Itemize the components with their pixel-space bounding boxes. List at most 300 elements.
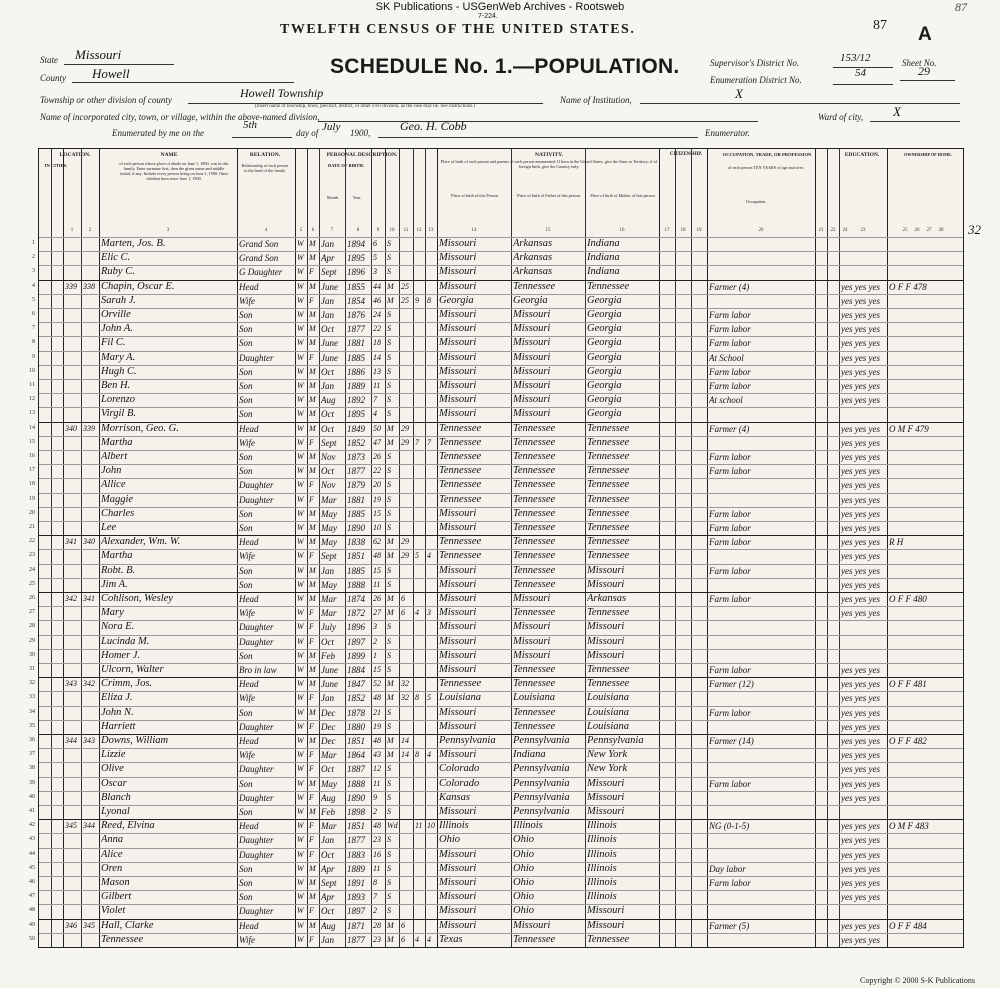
cell-year: 1895 [347, 253, 365, 264]
cell-age: 26 [373, 594, 381, 603]
cell-mar: S [387, 579, 391, 589]
cell-year: 1872 [347, 608, 365, 619]
cell-sex: M [309, 920, 316, 930]
cell-name: Crimm, Jos. [101, 678, 153, 690]
cell-year: 1888 [347, 579, 365, 590]
cell-pb: Missouri [439, 522, 477, 533]
cell-mb: Missouri [587, 777, 625, 789]
occupation-description: of each person TEN YEARS of age and over. [728, 165, 804, 170]
cell-mar: S [387, 452, 391, 461]
education-heading: EDUCATION. [844, 152, 880, 158]
cell-ym: 6 [401, 920, 405, 930]
cell-fb: Ohio [513, 877, 534, 888]
cell-ym: 14 [401, 750, 409, 760]
cell-occ: Farm labor [709, 878, 751, 888]
cell-fb: Missouri [513, 408, 551, 420]
cell-age: 5 [373, 253, 377, 263]
line-number: 44 [29, 850, 35, 857]
cell-fb: Pennsylvania [513, 777, 570, 789]
cell-rel: Daughter [239, 721, 274, 732]
cell-mar: M [387, 608, 394, 618]
column-number: 16 [619, 228, 625, 233]
cell-name: Ruby C. [101, 266, 135, 278]
cell-fb: Missouri [513, 337, 551, 349]
cell-color: W [297, 551, 304, 561]
column-number: 18 [680, 228, 686, 233]
cell-fb: Tennessee [513, 678, 556, 690]
column-divider [887, 149, 888, 947]
cell-fb: Georgia [513, 294, 548, 306]
cell-age: 48 [373, 551, 381, 561]
cell-sex: M [309, 778, 316, 788]
cell-pb: Missouri [439, 408, 477, 420]
cell-year: 1855 [347, 281, 365, 292]
state-label: State [40, 55, 58, 65]
cell-occ: Farm labor [709, 452, 751, 462]
cell-pb: Missouri [439, 351, 477, 363]
cell-dw: 344 [65, 736, 77, 745]
cell-month: Oct [321, 764, 334, 775]
form-number: 7-224. [478, 13, 498, 20]
cell-cl: 5 [427, 693, 431, 703]
cell-age: 44 [373, 281, 381, 291]
cell-name: Mason [101, 877, 130, 888]
cell-year: 1879 [347, 480, 365, 491]
cell-name: Morrison, Geo. G. [101, 422, 179, 434]
cell-mar: M [387, 750, 394, 760]
column-number: 25 [902, 228, 908, 233]
cell-dw: 343 [65, 679, 77, 689]
cell-edu: yes yes yes [841, 494, 880, 505]
city-label: Name of incorporated city, town, or village, within the above-named division, [40, 112, 320, 122]
cell-name: Homer J. [101, 649, 141, 661]
cell-month: May [321, 579, 337, 590]
cell-sex: F [309, 437, 314, 447]
cell-sex: M [309, 537, 316, 547]
date-of-birth-heading: DATE OF BIRTH. [328, 163, 364, 168]
cell-mar: M [387, 423, 394, 433]
cell-edu: yes yes yes [841, 452, 880, 462]
cell-fb: Tennessee [513, 550, 556, 562]
cell-mar: S [387, 778, 391, 788]
cell-mb: Missouri [587, 621, 625, 633]
cell-mb: Illinois [587, 848, 617, 860]
cell-sex: M [309, 239, 316, 248]
cell-mar: S [387, 494, 391, 504]
cell-month: Nov [321, 480, 336, 491]
township-label: Township or other division of county [40, 95, 172, 105]
cell-mar: M [387, 437, 394, 447]
cell-pb: Pennsylvania [439, 735, 496, 746]
cell-year: 1899 [347, 650, 365, 661]
line-number: 17 [29, 467, 35, 474]
cell-month: Jan [321, 565, 334, 576]
cell-name: Lyonal [101, 806, 130, 817]
cell-mb: Illinois [587, 891, 617, 903]
cell-color: W [297, 366, 304, 376]
cell-year: 1854 [347, 295, 365, 306]
cell-fb: Missouri [513, 394, 551, 406]
cell-month: Oct [321, 906, 334, 917]
cell-occ: Farm labor [709, 381, 751, 391]
cell-color: W [297, 750, 304, 760]
line-number: 45 [29, 864, 35, 871]
enumeration-day: 5th [243, 119, 258, 131]
cell-mb: Indiana [587, 266, 620, 278]
column-number: 23 [860, 228, 866, 233]
column-divider [63, 149, 64, 947]
enumeration-district-value: 54 [855, 67, 866, 79]
cell-mar: S [387, 310, 391, 319]
cell-month: Oct [321, 849, 334, 860]
cell-mb: Missouri [587, 791, 625, 803]
cell-month: Oct [321, 324, 334, 335]
cell-own: O M F 483 [889, 821, 929, 832]
cell-mb: Tennessee [587, 451, 630, 462]
cell-age: 52 [373, 679, 381, 689]
cell-fb: Tennessee [513, 607, 556, 619]
cell-name: Olive [101, 763, 124, 775]
cell-sex: F [309, 750, 314, 760]
cell-dw: 342 [65, 594, 77, 603]
cell-name: Tennessee [101, 933, 144, 945]
cell-month: Mar [321, 494, 337, 505]
column-number: 7 [330, 228, 334, 233]
cell-year: 1851 [347, 736, 365, 746]
cell-fb: Indiana [513, 749, 546, 761]
column-number: 9 [376, 228, 380, 233]
column-divider [425, 149, 426, 947]
cell-name: Orville [101, 309, 131, 320]
column-number: 5 [299, 228, 303, 233]
cell-mb: Georgia [587, 408, 622, 420]
cell-name: Martha [101, 436, 133, 448]
line-number: 34 [29, 708, 35, 715]
cell-year: 1847 [347, 679, 365, 690]
cell-age: 11 [373, 381, 381, 390]
cell-occ: Farm labor [709, 508, 751, 519]
line-number: 39 [29, 779, 35, 786]
cell-month: June [321, 352, 338, 363]
cell-sex: F [309, 480, 314, 490]
cell-fam: 340 [83, 537, 95, 547]
cell-name: Anna [101, 834, 124, 846]
cell-age: 48 [373, 736, 381, 745]
cell-mar: Wd [387, 821, 398, 831]
institution-label: Name of Institution, [560, 95, 632, 105]
cell-sex: F [309, 352, 314, 362]
cell-month: Jan [321, 310, 334, 320]
line-number: 26 [29, 595, 35, 601]
cell-mar: S [387, 523, 391, 532]
cell-month: Dec [321, 721, 336, 732]
column-divider [659, 149, 660, 947]
relation-heading: RELATION. [249, 152, 281, 158]
cell-rel: Daughter [239, 849, 274, 860]
line-number: 14 [29, 424, 35, 431]
cell-pb: Missouri [439, 593, 477, 604]
cell-color: W [297, 537, 304, 547]
cell-mar: S [387, 253, 391, 263]
cell-rel: Son [239, 324, 253, 335]
cell-mar: S [387, 508, 391, 518]
line-number: 48 [29, 907, 35, 914]
cell-pb: Tennessee [439, 436, 482, 448]
cell-mb: Tennessee [587, 493, 630, 505]
line-number: 37 [29, 751, 35, 758]
supervisor-district-value: 153/12 [840, 52, 871, 64]
cell-age: 43 [373, 750, 381, 760]
cell-mar: S [387, 863, 391, 873]
cell-month: June [321, 338, 338, 349]
cell-mb: Tennessee [587, 479, 630, 491]
cell-pb: Missouri [439, 891, 477, 903]
cell-edu: yes yes yes [841, 295, 880, 306]
cell-ym: 25 [401, 281, 409, 291]
cell-name: Charles [101, 507, 135, 519]
cell-month: Nov [321, 452, 336, 462]
cell-sex: F [309, 693, 314, 703]
cell-occ: Farm labor [709, 523, 751, 533]
cell-edu: yes yes yes [841, 665, 880, 675]
citizenship-heading: CITIZENSHIP. [669, 152, 703, 157]
cell-occ: Farm labor [709, 324, 751, 335]
cell-color: W [297, 863, 304, 873]
cell-name: Mary [101, 607, 124, 619]
column-divider [691, 149, 692, 947]
cell-rel: Head [239, 281, 259, 292]
cell-age: 3 [373, 267, 377, 277]
column-divider [511, 149, 512, 947]
cell-age: 11 [373, 863, 381, 873]
line-number: 40 [29, 793, 35, 800]
column-divider [51, 149, 52, 947]
cell-name: Lucinda M. [101, 635, 150, 647]
cell-rel: Son [239, 892, 253, 903]
cell-name: Maggie [101, 493, 134, 505]
cell-age: 4 [373, 409, 377, 419]
cell-fb: Tennessee [513, 493, 556, 505]
cell-occ: NG (0-1-5) [709, 821, 750, 832]
cell-color: W [297, 764, 304, 774]
cell-rel: Son [239, 395, 253, 406]
cell-month: Jan [321, 934, 334, 945]
line-number: 15 [29, 438, 35, 445]
nativity-description: Place of birth of each person and parents of each person enumerated. If born in the United States, give the State or Territory; if of foreign birth, give the Country only. [440, 159, 658, 169]
cell-month: Oct [321, 466, 334, 477]
cell-dw: 345 [65, 821, 77, 831]
cell-name: Ulcorn, Walter [101, 664, 164, 675]
cell-color: W [297, 693, 304, 703]
cell-dw: 339 [65, 281, 77, 291]
cell-edu: yes yes yes [841, 863, 880, 874]
cell-fb: Illinois [513, 820, 543, 832]
cell-name: Nora E. [101, 621, 135, 633]
cell-age: 28 [373, 920, 381, 930]
cell-fb: Missouri [513, 919, 551, 931]
cell-pb: Missouri [439, 848, 477, 860]
census-title: TWELFTH CENSUS OF THE UNITED STATES. [280, 22, 636, 37]
cell-color: W [297, 565, 304, 575]
cell-age: 48 [373, 821, 381, 831]
cell-name: Elic C. [101, 252, 131, 264]
cell-color: W [297, 920, 304, 930]
cell-mb: Missouri [587, 806, 625, 817]
cell-age: 48 [373, 693, 381, 703]
cell-cl: 4 [427, 551, 431, 561]
cell-month: June [321, 665, 338, 675]
column-number: 19 [696, 228, 702, 233]
cell-age: 14 [373, 352, 381, 362]
cell-pb: Missouri [439, 266, 477, 278]
line-number: 35 [29, 722, 35, 729]
cell-color: W [297, 892, 304, 902]
cell-fb: Ohio [513, 862, 534, 874]
enumerated-label: Enumerated by me on the [112, 128, 204, 138]
cell-edu: yes yes yes [841, 608, 880, 619]
cell-sex: F [309, 295, 314, 305]
cell-name: Oren [101, 862, 123, 874]
cell-month: Sept [321, 267, 337, 278]
cell-rel: Head [239, 537, 259, 548]
cell-mb: Louisiana [587, 720, 630, 732]
cell-rel: Son [239, 650, 253, 661]
cell-edu: yes yes yes [841, 551, 880, 562]
cell-mar: S [387, 409, 391, 419]
line-number: 6 [32, 311, 35, 317]
nativity-heading: NATIVITY. [535, 152, 563, 158]
cell-name: Blanch [101, 791, 131, 803]
column-divider [81, 149, 82, 947]
cell-own: O F F 480 [889, 594, 927, 604]
ward-label: Ward of city, [818, 112, 864, 122]
township-note: (Insert name of township, town, precinct, district, or other civil division, as the case may be. See instructions.) [255, 104, 476, 109]
column-divider [675, 149, 676, 947]
cell-pb: Colorado [439, 763, 480, 775]
cell-occ: Farm labor [709, 565, 751, 576]
cell-fam: 342 [83, 679, 95, 689]
cell-age: 50 [373, 423, 381, 433]
cell-color: W [297, 849, 304, 859]
cell-sex: F [309, 821, 314, 831]
cell-month: Aug [321, 920, 336, 931]
cell-mb: Missouri [587, 564, 625, 576]
cell-month: Jan [321, 381, 334, 391]
cell-pb: Colorado [439, 777, 480, 789]
cell-rel: Daughter [239, 636, 274, 647]
cell-year: 1889 [347, 381, 365, 391]
cell-fb: Tennessee [513, 451, 556, 462]
cell-rel: Grand Son [239, 253, 279, 264]
occupation-subheading: Occupation. [745, 199, 767, 204]
cell-sex: M [309, 650, 316, 660]
cell-mb: Louisiana [587, 692, 630, 704]
line-number: 9 [32, 353, 35, 360]
cell-color: W [297, 466, 304, 476]
cell-month: Mar [321, 821, 337, 832]
cell-year: 1849 [347, 423, 365, 434]
cell-mar: S [387, 650, 391, 660]
cell-pb: Missouri [439, 862, 477, 874]
cell-mb: Tennessee [587, 422, 630, 434]
cell-name: John N. [101, 706, 134, 718]
cell-rel: Wife [239, 437, 255, 448]
cell-sex: M [309, 594, 316, 603]
line-number: 50 [29, 935, 35, 942]
cell-mb: Tennessee [587, 436, 630, 448]
cell-pb: Missouri [439, 635, 477, 647]
cell-dw: 340 [65, 423, 77, 433]
cell-rel: Daughter [239, 352, 274, 363]
column-divider [99, 149, 100, 947]
cell-color: W [297, 636, 304, 646]
cell-age: 9 [373, 792, 377, 802]
cell-sex: M [309, 878, 316, 887]
cell-mb: New York [587, 763, 628, 775]
cell-ym: 6 [401, 594, 405, 603]
cell-rel: Wife [239, 750, 255, 761]
cell-age: 12 [373, 764, 381, 774]
cell-fb: Missouri [513, 351, 551, 363]
enumeration-label: Enumeration District No. [710, 75, 802, 85]
cell-edu: yes yes yes [841, 594, 880, 604]
name-heading: NAME [160, 152, 178, 158]
line-number: 2 [32, 254, 35, 261]
cell-mb: Pennsylvania [587, 735, 644, 746]
cell-own: O F F 482 [889, 736, 927, 746]
cell-fb: Arkansas [513, 238, 553, 249]
line-number: 18 [29, 481, 35, 488]
cell-name: Virgil B. [101, 408, 136, 420]
cell-year: 1880 [347, 721, 365, 732]
cell-sex: M [309, 310, 316, 319]
column-divider [319, 149, 320, 947]
cell-edu: yes yes yes [841, 395, 880, 406]
cell-edu: yes yes yes [841, 693, 880, 704]
cell-age: 19 [373, 721, 381, 731]
cell-mb: Illinois [587, 862, 617, 874]
cell-occ: Farm labor [709, 537, 751, 548]
cell-cl: 7 [427, 437, 431, 447]
side-line-number: 32 [968, 222, 981, 237]
cell-edu: yes yes yes [841, 310, 880, 320]
column-number: 6 [311, 228, 315, 233]
cell-age: 16 [373, 849, 381, 859]
cell-name: Hugh C. [101, 365, 137, 377]
line-number: 28 [29, 623, 35, 630]
cell-moc: 8 [415, 693, 419, 703]
cell-dw: 346 [65, 920, 77, 930]
cell-edu: yes yes yes [841, 480, 880, 491]
cell-fb: Pennsylvania [513, 806, 570, 817]
cell-age: 2 [373, 807, 377, 816]
cell-edu: yes yes yes [841, 523, 880, 533]
cell-sex: M [309, 253, 316, 263]
schedule-title: SCHEDULE No. 1.—POPULATION. [330, 55, 680, 78]
column-number: 20 [758, 228, 764, 233]
cell-edu: yes yes yes [841, 934, 880, 945]
cell-mb: Tennessee [587, 522, 630, 533]
cell-occ: At school [709, 395, 743, 406]
cell-pb: Illinois [439, 820, 469, 832]
cell-name: Allice [101, 479, 126, 491]
cell-sex: F [309, 934, 314, 944]
cell-month: June [321, 679, 338, 690]
county-label: County [40, 73, 66, 83]
cell-own: O F F 481 [889, 679, 927, 690]
cell-year: 1878 [347, 707, 365, 718]
cell-color: W [297, 267, 304, 277]
